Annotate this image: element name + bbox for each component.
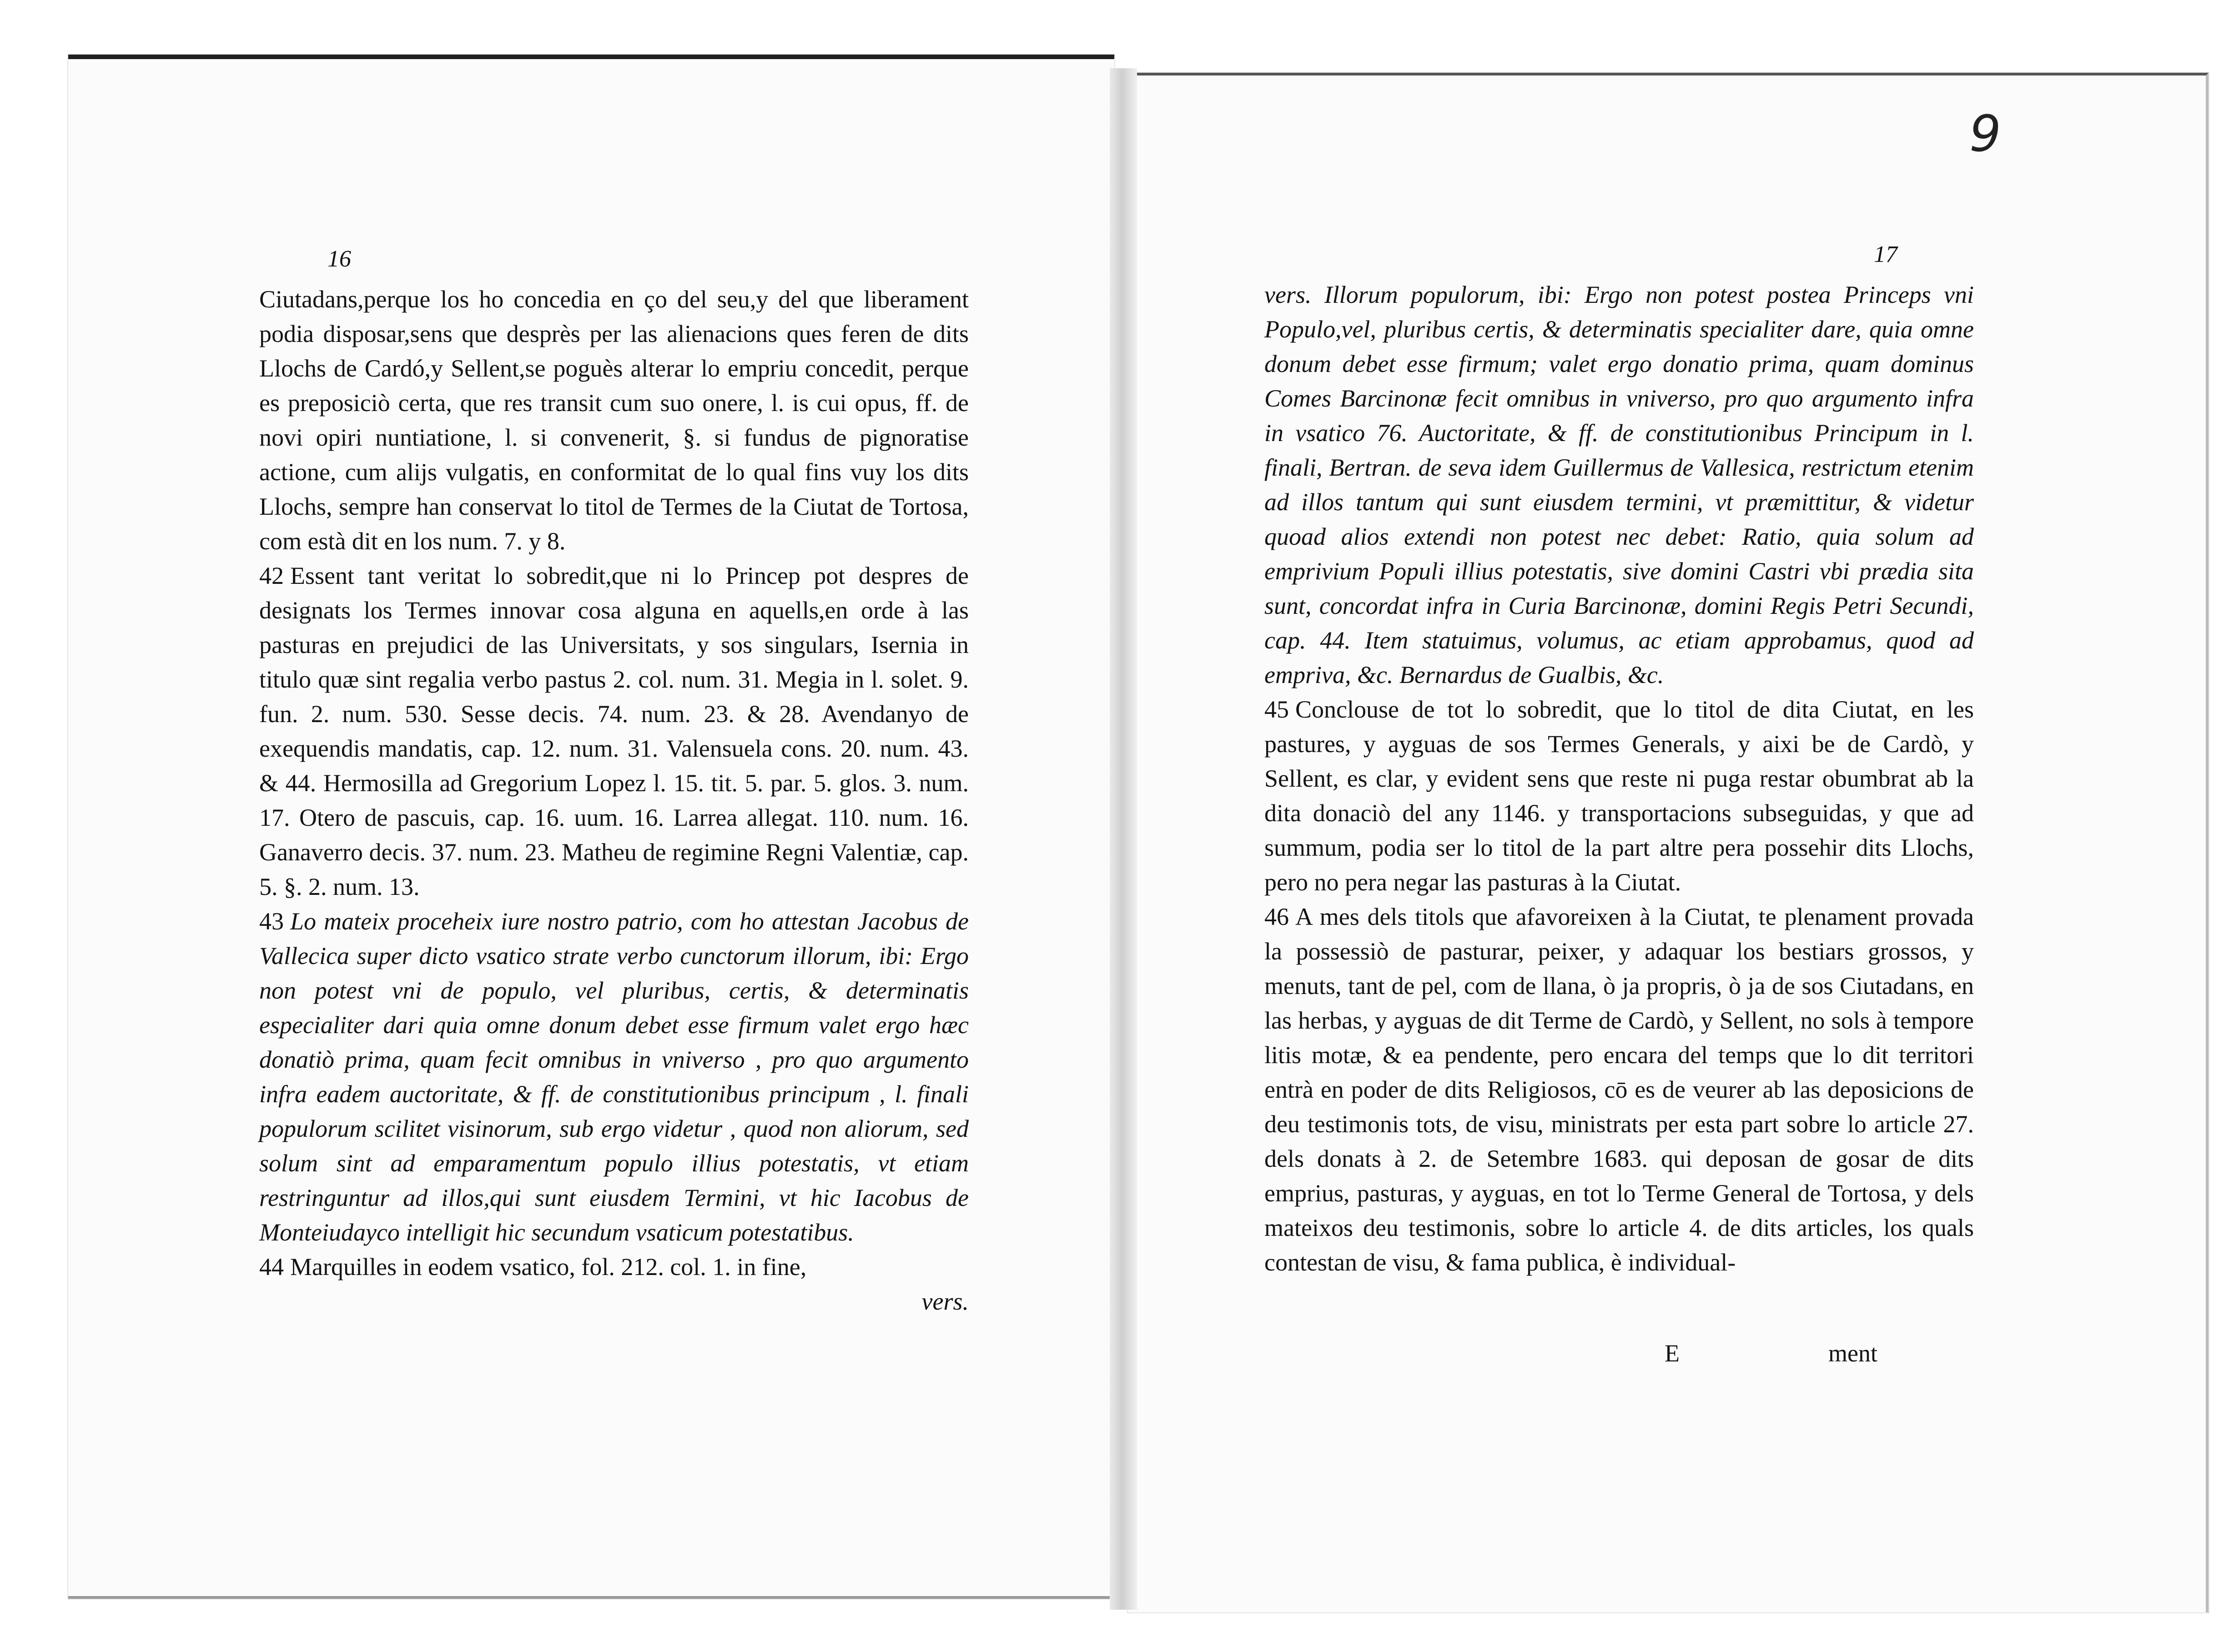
paragraph-number-45: 45 [1264, 696, 1289, 723]
paragraph-44-text: Marquilles in eodem vsatico, fol. 212. col. 1. in fine, [290, 1253, 807, 1280]
left-text-column [259, 282, 969, 1319]
paragraph-number-44: 44 [259, 1253, 284, 1280]
paragraph-43-text: Lo mateix proceheix iure nostro patrio, com ho attestan Jacobus de Vallecica super dicto vsatico strate verbo cunctorum illorum, ibi: Ergo non potest vni de populo, vel pluribus, certis, & determinatis especialiter dari quia omne donum debet esse firmum valet ergo hæc donatiò prima, quam fecit omnibus in vniverso , pro quo argumento infra eadem auctoritate, & ff. de constitutionibus principum , l. finali populorum scilitet visinorum, sub ergo videtur , quod non aliorum, sed solum sint ad emparamentum populo illius potestatis, vt etiam restringuntur ad illos,qui sunt eiusdem Termini, vt hic Iacobus de Monteiudayco intelligit hic secundum vsaticum potestatibus. [259, 908, 969, 1246]
paragraph-number-43: 43 [259, 908, 284, 935]
right-continuation-paragraph: vers. Illorum populorum, ibi: Ergo non potest postea Princeps vni Populo,vel, pluribus certis, & determinatis specialiter dare, quia omne donum debet esse firmum; valet ergo donatio prima, quam dominus Comes Barcinonæ fecit omnibus in vniverso, pro quo argumento infra in vsatico 76. Auctoritate, & ff. de constitutionibus Principum in l. finali, Bertran. de seva idem Guillermus de Vallesica, restrictum etenim ad illos tantum qui sunt eiusdem termini, vt præmittitur, & videtur quoad alios extendi non potest nec debet: Ratio, quia solum ad emprivium Populi illius potestatis, sive domini Castri vbi prædia sita sunt, concordat infra in Curia Barcinonæ, domini Regis Petri Secundi, cap. 44. Item statuimus, volumus, ac etiam approbamus, quod ad empriva, &c. Bernardus de Gualbis, &c. [1264, 281, 1974, 688]
paragraph-number-42: 42 [259, 562, 284, 589]
left-page-number: 16 [327, 246, 351, 272]
paragraph-42-text: Essent tant veritat lo sobredit,que ni lo Princep pot despres de designats los Termes innovar cosa alguna en aquells,en orde à las pasturas en prejudici de las Universitats, y sos singulars, Isernia in titulo quæ sint regalia verbo pastus 2. col. num. 31. Megia in l. solet. 9. fun. 2. num. 530. Sesse decis. 74. num. 23. & 28. Avendanyo de exequendis mandatis, cap. 12. num. 31. Valensuela cons. 20. num. 43. & 44. Hermosilla ad Gregorium Lopez l. 15. tit. 5. par. 5. glos. 3. num. 17. Otero de pascuis, cap. 16. uum. 16. Larrea allegat. 110. num. 16. Ganaverro decis. 37. num. 23. Matheu de regimine Regni Valentiæ, cap. 5. §. 2. num. 13. [259, 562, 969, 900]
paragraph-42 [259, 558, 969, 904]
paragraph-43 [259, 904, 969, 1250]
left-catchword: vers. [921, 1288, 969, 1315]
paragraph-number-46: 46 [1264, 903, 1289, 930]
paragraph-45-text: Conclouse de tot lo sobredit, que lo titol de dita Ciutat, en les pastures, y ayguas de sos Termes Generals, y aixi be de Cardò, y Sellent, es clar, y evident sens que reste ni puga restar obumbrat ab la dita donaciò del any 1146. y transportacions subseguidas, y que ad summum, podia ser lo titol de la part altre pera possehir dits Llochs, pero no pera negar las pasturas à la Ciutat. [1264, 696, 1974, 896]
right-page-number: 17 [1874, 241, 1897, 267]
right-catchword: ment [1828, 1340, 1877, 1367]
book-gutter [1110, 68, 1137, 1610]
paragraph-46-text: A mes dels titols que afavoreixen à la Ciutat, te plenament provada la possessiò de pasturar, peixer, y adaquar los bestiars grossos, y menuts, tant de pel, com de llana, ò ja propris, ò ja de sos Ciutadans, en las herbas, y ayguas de dit Terme de Cardò, y Sellent, no sols à tempore litis motæ, & ea pendente, pero encara del temps que lo dit territori entrà en poder de dits Religiosos, cō es de veurer ab las deposicions de deu testimonis tots, de visu, ministrats per esta part sobre lo article 27. dels donats à 2. de Setembre 1683. qui deposan de gosar de dits emprius, pasturas, y ayguas, en tot lo Terme General de Tortosa, y dels mateixos deu testimonis, sobre lo article 4. de dits articles, los quals contestan de visu, & fama publica, è individual- [1264, 903, 1974, 1276]
left-continuation-paragraph: Ciutadans,perque los ho concedia en ço del seu,y del que liberament podia disposar,sens que desprès per las alienacions ques feren de dits Llochs de Cardó,y Sellent,se poguès alterar lo empriu concedit, perque es preposiciò certa, que res transit cum suo onere, l. is cui opus, ff. de novi opiri nuntiatione, l. si convenerit, §. si fundus de pignoratise actione, cum alijs vulgatis, en conformitat de lo qual fins vuy los dits Llochs, sempre han conservat lo titol de Termes de la Ciutat de Tortosa, com està dit en los num. 7. y 8. [259, 286, 969, 555]
folio-mark: 9 [1969, 105, 2001, 163]
right-text-column [1264, 277, 1974, 1280]
paragraph-44 [259, 1250, 969, 1284]
paragraph-45 [1264, 692, 1974, 899]
signature-mark: E [1665, 1340, 1680, 1367]
paragraph-46 [1264, 899, 1974, 1280]
